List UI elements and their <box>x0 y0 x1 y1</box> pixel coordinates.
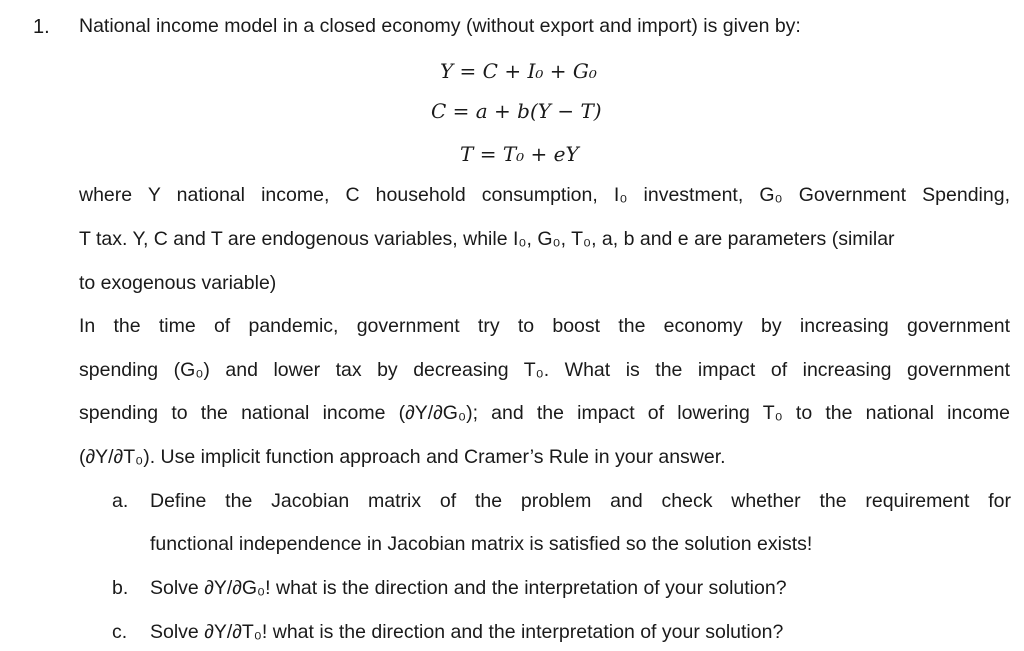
equation-tax: T = T₀ + eY <box>460 142 579 166</box>
definitions-line-1: where Y national income, C household consumption, I₀ investment, G₀ Government Spending, <box>79 184 1010 206</box>
scenario-line-4: (∂Y/∂T₀). Use implicit function approach and Cramer’s Rule in your answer. <box>79 446 726 468</box>
definitions-line-3: to exogenous variable) <box>79 272 277 294</box>
subquestion-a-line-1: Define the Jacobian matrix of the problem and check whether the requirement for <box>150 490 1011 512</box>
subquestion-a-line-2: functional independence in Jacobian matrix is satisfied so the solution exists! <box>150 533 813 555</box>
scenario-line-3: spending to the national income (∂Y/∂G₀); and the impact of lowering T₀ to the national income <box>79 402 1010 424</box>
equation-income: Y = C + I₀ + G₀ <box>440 59 597 83</box>
subquestion-c-line-1: Solve ∂Y/∂T₀! what is the direction and the interpretation of your solution? <box>150 621 784 643</box>
scenario-line-1: In the time of pandemic, government try to boost the economy by increasing government <box>79 315 1010 337</box>
question-intro: National income model in a closed economy (without export and import) is given by: <box>79 15 801 37</box>
subquestion-b-line-1: Solve ∂Y/∂G₀! what is the direction and the interpretation of your solution? <box>150 577 787 599</box>
subquestion-b-label: b. <box>112 577 129 599</box>
question-number: 1. <box>33 16 50 38</box>
subquestion-a-label: a. <box>112 490 129 512</box>
scenario-line-2: spending (G₀) and lower tax by decreasing T₀. What is the impact of increasing government <box>79 359 1010 381</box>
equation-consumption: C = a + b(Y − T) <box>431 99 602 123</box>
subquestion-c-label: c. <box>112 621 128 643</box>
definitions-line-2: T tax. Y, C and T are endogenous variables, while I₀, G₀, T₀, a, b and e are parameters (similar <box>79 228 895 250</box>
